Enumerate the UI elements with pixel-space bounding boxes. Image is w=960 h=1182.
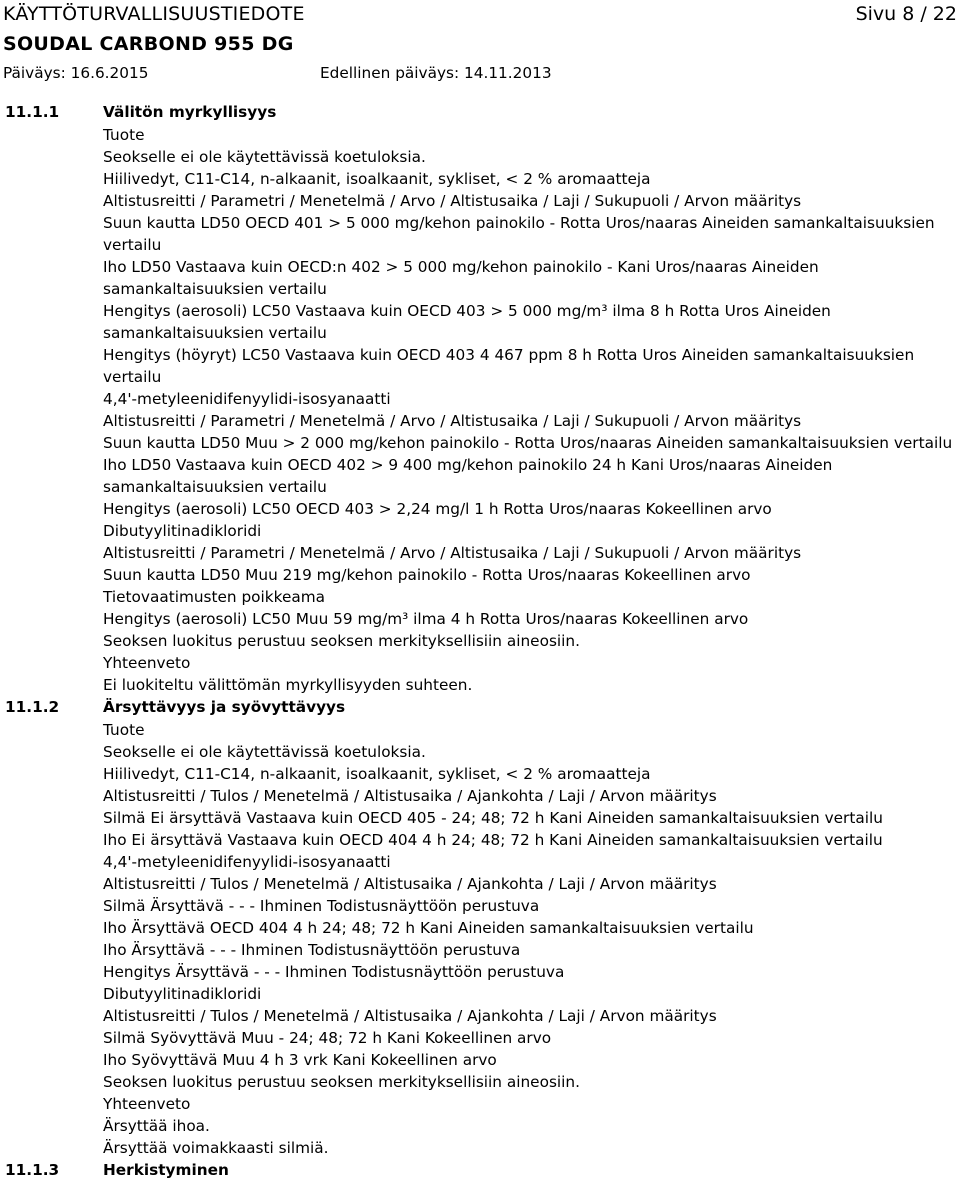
text-line: Yhteenveto <box>103 654 191 672</box>
text-line: Tuote <box>103 721 145 739</box>
text-line: Hengitys Ärsyttävä - - - Ihminen Todistusnäyttöön perustuva <box>103 963 565 981</box>
text-line: Hengitys (aerosoli) LC50 OECD 403 > 2,24 mg/l 1 h Rotta Uros/naaras Kokeellinen arvo <box>103 500 772 518</box>
section-title: Herkistyminen <box>103 1161 229 1179</box>
text-line: Altistusreitti / Parametri / Menetelmä / Arvo / Altistusaika / Laji / Sukupuoli / Arvon määritys <box>103 192 802 210</box>
text-line: vertailu <box>103 368 162 386</box>
document-title: KÄYTTÖTURVALLISUUSTIEDOTE <box>3 3 305 25</box>
product-name: SOUDAL CARBOND 955 DG <box>3 33 294 55</box>
text-line: Seoksen luokitus perustuu seoksen merkityksellisiin aineosiin. <box>103 632 580 650</box>
issue-date: Päiväys: 16.6.2015 <box>3 64 149 82</box>
text-line: Seokselle ei ole käytettävissä koetuloksia. <box>103 743 426 761</box>
text-line: Suun kautta LD50 OECD 401 > 5 000 mg/kehon painokilo - Rotta Uros/naaras Aineiden samankaltaisuuksien <box>103 214 935 232</box>
text-line: samankaltaisuuksien vertailu <box>103 478 327 496</box>
text-line: Iho LD50 Vastaava kuin OECD:n 402 > 5 000 mg/kehon painokilo - Kani Uros/naaras Aineiden <box>103 258 819 276</box>
text-line: Silmä Ei ärsyttävä Vastaava kuin OECD 405 - 24; 48; 72 h Kani Aineiden samankaltaisuuksien vertailu <box>103 809 883 827</box>
text-line: Suun kautta LD50 Muu 219 mg/kehon painokilo - Rotta Uros/naaras Kokeellinen arvo <box>103 566 751 584</box>
section-heading <box>0 1159 960 1182</box>
text-line: vertailu <box>103 236 162 254</box>
section-title: Ärsyttävyys ja syövyttävyys <box>103 698 346 716</box>
text-line: Iho Syövyttävä Muu 4 h 3 vrk Kani Kokeellinen arvo <box>103 1051 497 1069</box>
text-line: Dibutyylitinadikloridi <box>103 522 262 540</box>
text-line: Silmä Syövyttävä Muu - 24; 48; 72 h Kani Kokeellinen arvo <box>103 1029 552 1047</box>
text-line: Hiilivedyt, C11-C14, n-alkaanit, isoalkaanit, sykliset, < 2 % aromaatteja <box>103 170 651 188</box>
text-line: 4,4'-metyleenidifenyylidi-isosyanaatti <box>103 390 391 408</box>
text-line: samankaltaisuuksien vertailu <box>103 280 327 298</box>
section-number: 11.1.2 <box>5 698 60 716</box>
text-line: Iho LD50 Vastaava kuin OECD 402 > 9 400 mg/kehon painokilo 24 h Kani Uros/naaras Aineiden <box>103 456 833 474</box>
text-line: Seoksen luokitus perustuu seoksen merkityksellisiin aineosiin. <box>103 1073 580 1091</box>
text-line: Hengitys (aerosoli) LC50 Vastaava kuin OECD 403 > 5 000 mg/m³ ilma 8 h Rotta Uros Aineiden <box>103 302 831 320</box>
section-title: Välitön myrkyllisyys <box>103 103 277 121</box>
document-body <box>0 101 960 1182</box>
text-line: Silmä Ärsyttävä - - - Ihminen Todistusnäyttöön perustuva <box>103 897 540 915</box>
text-line: Dibutyylitinadikloridi <box>103 985 262 1003</box>
text-line: Ei luokiteltu välittömän myrkyllisyyden suhteen. <box>103 676 473 694</box>
previous-date: Edellinen päiväys: 14.11.2013 <box>320 64 552 82</box>
text-line: Hengitys (aerosoli) LC50 Muu 59 mg/m³ ilma 4 h Rotta Uros/naaras Kokeellinen arvo <box>103 610 749 628</box>
text-line: Iho Ärsyttävä - - - Ihminen Todistusnäyttöön perustuva <box>103 941 521 959</box>
section-heading <box>0 101 960 124</box>
text-line: Suun kautta LD50 Muu > 2 000 mg/kehon painokilo - Rotta Uros/naaras Aineiden samankaltaisuuksien vertailu <box>103 434 953 452</box>
text-line: samankaltaisuuksien vertailu <box>103 324 327 342</box>
text-line: Ärsyttää voimakkaasti silmiä. <box>103 1139 329 1157</box>
text-line: Iho Ei ärsyttävä Vastaava kuin OECD 404 4 h 24; 48; 72 h Kani Aineiden samankaltaisuuksien vertailu <box>103 831 883 849</box>
text-line: 4,4'-metyleenidifenyylidi-isosyanaatti <box>103 853 391 871</box>
text-line: Ärsyttää ihoa. <box>103 1117 210 1135</box>
text-line: Hiilivedyt, C11-C14, n-alkaanit, isoalkaanit, sykliset, < 2 % aromaatteja <box>103 765 651 783</box>
text-line: Seokselle ei ole käytettävissä koetuloksia. <box>103 148 426 166</box>
text-line: Iho Ärsyttävä OECD 404 4 h 24; 48; 72 h Kani Aineiden samankaltaisuuksien vertailu <box>103 919 754 937</box>
text-line: Altistusreitti / Parametri / Menetelmä / Arvo / Altistusaika / Laji / Sukupuoli / Arvon määritys <box>103 544 802 562</box>
section-heading <box>0 696 960 719</box>
text-line: Yhteenveto <box>103 1095 191 1113</box>
text-line: Altistusreitti / Tulos / Menetelmä / Altistusaika / Ajankohta / Laji / Arvon määritys <box>103 875 717 893</box>
text-line: Tuote <box>103 126 145 144</box>
page-number: Sivu 8 / 22 <box>855 3 957 25</box>
text-line: Altistusreitti / Parametri / Menetelmä / Arvo / Altistusaika / Laji / Sukupuoli / Arvon määritys <box>103 412 802 430</box>
text-line: Tietovaatimusten poikkeama <box>103 588 326 606</box>
text-line: Hengitys (höyryt) LC50 Vastaava kuin OECD 403 4 467 ppm 8 h Rotta Uros Aineiden samankaltaisuuksien <box>103 346 915 364</box>
text-line: Altistusreitti / Tulos / Menetelmä / Altistusaika / Ajankohta / Laji / Arvon määritys <box>103 787 717 805</box>
section-number: 11.1.3 <box>5 1161 60 1179</box>
text-line: Altistusreitti / Tulos / Menetelmä / Altistusaika / Ajankohta / Laji / Arvon määritys <box>103 1007 717 1025</box>
section-number: 11.1.1 <box>5 103 60 121</box>
